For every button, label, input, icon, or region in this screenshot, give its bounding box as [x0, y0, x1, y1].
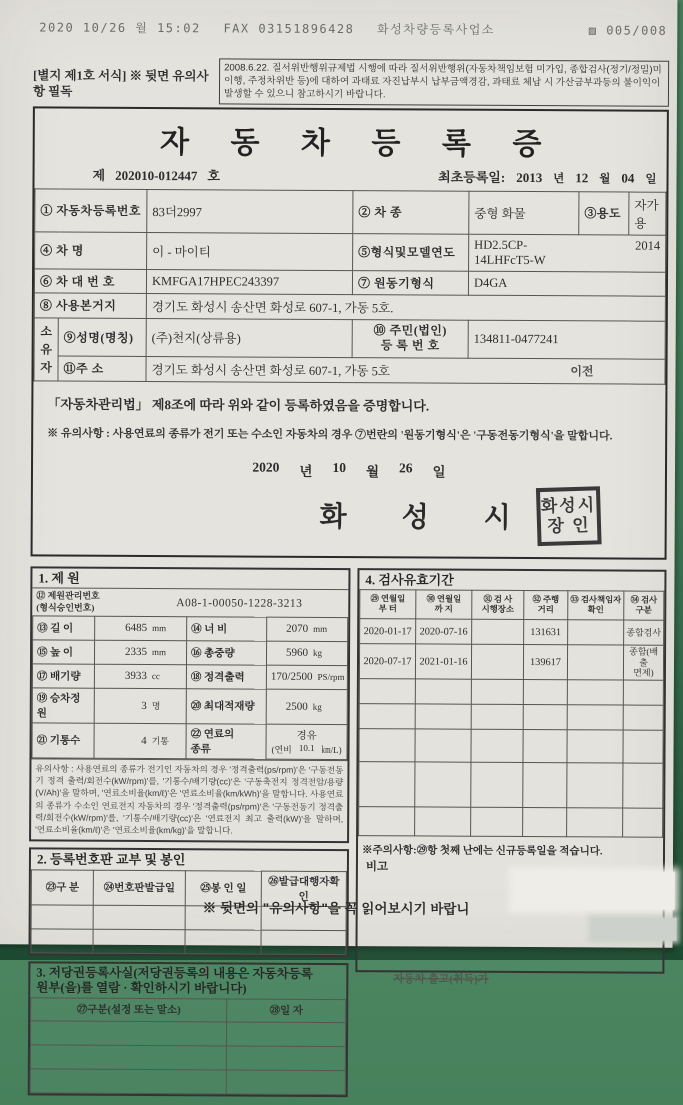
table-row — [32, 723, 347, 760]
field-value-owner-addr: 경기도 화성시 송산면 화성로 607-1, 가동 5호 — [146, 356, 665, 384]
empty-row — [30, 1021, 345, 1047]
issuer-name: 화 성 시 — [319, 501, 535, 534]
issue-day-unit: 일 — [432, 464, 446, 480]
table-row — [32, 640, 347, 666]
spec-value — [94, 664, 186, 688]
inspection-from: 2020-07-17 — [359, 644, 415, 678]
document-number-line — [34, 162, 666, 191]
empty-row — [359, 703, 663, 730]
fuel-economy-unit: ㎞/L) — [321, 744, 342, 756]
spec-number: 170/2500 — [270, 671, 313, 684]
seal-line1: 화성시 — [540, 494, 597, 516]
empty-cell — [31, 905, 93, 929]
field-label-usage: ③용도 — [579, 191, 629, 234]
fax-datetime: 2020 10/26 월 15:02 — [39, 20, 201, 36]
inspection-mileage: 139617 — [523, 645, 567, 679]
table-row — [33, 616, 348, 642]
fax-number: FAX 03151896428 — [223, 21, 355, 37]
empty-cell — [523, 807, 567, 836]
mortgage-title: 3. 저당권등록사실(저당권등록의 내용은 자동차등록 원부(을)를 열람 · 확인하시기 바랍니다) — [36, 965, 313, 996]
penalty-notice-box: 2008.6.22. 질서위반행위규제법 시행에 따라 질서위반행위(자동차책임보험 미가입, 종합검사(정기/정밀)미이행, 주정차위반 등)에 대하여 과태료 자진납부시 납부금액경감, 과태료 체납 시 가산금부과등의 불이익이 발생할 수 있으니 참고하시기 바랍니다. — [219, 58, 669, 106]
table-row — [34, 269, 665, 296]
table-row — [34, 293, 665, 321]
spec-unit: mm — [152, 623, 167, 634]
inspection-place — [472, 620, 524, 645]
field-label-model: ⑤형식및모델연도 — [353, 233, 469, 271]
spec-label: ⑳ 최대적재량 — [186, 689, 266, 724]
spec-label: ⑭ 너 비 — [187, 617, 267, 641]
inspection-from: 2020-01-17 — [360, 619, 416, 644]
empty-cell — [623, 763, 663, 808]
empty-cell — [359, 703, 415, 728]
spec-number: 2500 — [285, 700, 308, 713]
doc-no-suffix: 호 — [207, 168, 221, 184]
spec-number: 2070 — [286, 623, 309, 636]
field-value-vin: KMFGA17HPEC243397 — [146, 269, 352, 294]
empty-row — [30, 1069, 345, 1095]
issue-year: 2020 — [252, 459, 280, 475]
spec-value — [266, 665, 347, 689]
table-row — [35, 232, 666, 272]
empty-row — [359, 678, 663, 705]
lower-section — [28, 566, 667, 1104]
spec-box — [29, 566, 350, 843]
inspection-header: ㉚ 연월일 까 지 — [416, 590, 472, 619]
issue-month: 10 — [332, 459, 347, 475]
spec-mgmt-row — [32, 588, 348, 617]
inspection-sign — [567, 645, 623, 679]
plate-header: ㉕봉 인 일 — [185, 871, 261, 906]
spec-value — [94, 640, 186, 664]
empty-cell — [30, 1069, 226, 1094]
empty-cell — [30, 1021, 226, 1046]
fuel-type: 경유 — [296, 730, 317, 742]
field-label-reg-no: ① 자동차등록번호 — [35, 189, 147, 233]
fax-header — [33, 14, 669, 38]
empty-cell — [31, 929, 93, 953]
empty-row — [359, 761, 663, 808]
mortgage-header: ㉘일 자 — [227, 999, 346, 1023]
fax-header-right — [589, 23, 668, 37]
field-label-car-name: ④ 차 명 — [35, 232, 147, 270]
empty-cell — [567, 807, 623, 836]
spec-mgmt-label-line1: ⑫ 제원관리번호 — [36, 590, 100, 602]
struck-text: 자동차 출고(취득)가 — [393, 972, 489, 986]
empty-cell — [93, 905, 185, 929]
table-row — [32, 688, 347, 725]
model-value-wrap — [474, 237, 660, 268]
inspection-header: ㉛ 검 사 시행장소 — [472, 591, 524, 620]
inspection-header: ㉞ 검사 구분 — [624, 591, 664, 620]
spec-number: 4 — [141, 735, 147, 748]
field-label-owner-id: ⑩ 주민(법인) 등 록 번 호 — [352, 319, 468, 358]
inspection-table — [358, 590, 664, 838]
certificate-box — [31, 106, 669, 560]
model-year: 2014 — [635, 238, 661, 253]
spec-mgmt-label-line2: (형식승인번호) — [36, 602, 95, 613]
empty-cell — [359, 806, 415, 835]
spec-value — [267, 617, 348, 641]
spec-unit: 명 — [151, 701, 161, 712]
spec-value — [95, 616, 187, 640]
empty-cell — [359, 678, 415, 703]
inspection-to: 2021-01-16 — [415, 644, 471, 678]
plate-title: 2. 등록번호판 교부 및 봉인 — [36, 851, 186, 868]
fuel-type-notice: ※ 유의사항 : 사용연료의 종류가 전기 또는 수소인 자동차의 경우 ⑦번란의 '원동기형식'은 '구동전동기형식'을 말합니다. — [47, 427, 613, 443]
empty-cell — [523, 679, 567, 704]
fuel-economy — [271, 743, 343, 756]
spec-unit: kg — [313, 648, 323, 659]
redaction-box — [591, 917, 677, 940]
field-value-model — [469, 234, 666, 272]
inspection-row — [359, 644, 663, 680]
field-value-owner-id: 134811-0477241 — [468, 320, 665, 359]
seal-line2: 장 인 — [547, 515, 591, 536]
field-value-car-name: 이 - 마이티 — [147, 232, 353, 270]
mortgage-header: ㉗구분(설정 또는 말소) — [31, 998, 227, 1022]
left-column — [28, 566, 351, 1103]
plate-header: ㉖발급대행자확인 — [261, 871, 346, 906]
empty-cell — [415, 761, 471, 806]
field-value-engine: D4GA — [468, 271, 665, 296]
plate-header: ㉔번호판발급일 — [93, 870, 185, 905]
mortgage-table — [30, 997, 346, 1095]
inspection-note: ※주의사항:㉙항 첫째 난에는 신규등록일을 적습니다. — [361, 844, 603, 857]
field-label-base-location: ⑧ 사용본거지 — [34, 293, 146, 319]
spec-unit: PS/rpm — [317, 672, 345, 683]
spec-number: 3 — [141, 700, 147, 713]
spec-unit: cc — [151, 671, 160, 682]
table-row — [32, 664, 347, 690]
doc-no: 202010-012447 — [115, 167, 198, 183]
empty-cell — [567, 679, 623, 704]
empty-row — [359, 728, 663, 763]
spec-label-fuel: ㉒ 연료의 종류 — [186, 724, 266, 759]
spec-number: 6485 — [125, 622, 148, 635]
footer-note: ※ 뒷면의 "유의사항"을 꼭 읽어보시기 바랍니 — [202, 900, 470, 917]
inspection-mileage: 131631 — [524, 620, 568, 645]
empty-cell — [523, 704, 567, 729]
first-reg-year: 2013 — [516, 169, 543, 185]
spec-unit: mm — [152, 647, 167, 658]
issue-month-unit: 월 — [365, 464, 380, 480]
spec-number: 3933 — [124, 670, 147, 683]
spec-value — [94, 723, 186, 758]
spec-label: ⑱ 정격출력 — [186, 665, 266, 689]
inspection-to: 2020-07-16 — [416, 619, 472, 644]
table-row — [35, 189, 666, 235]
empty-cell — [471, 679, 523, 704]
fax-page-icon: ▨ — [588, 23, 598, 38]
inspection-header: ㉜ 주행 거리 — [524, 591, 568, 620]
empty-cell — [415, 728, 471, 761]
spec-label: ㉑ 기통수 — [32, 723, 94, 758]
first-reg-day: 04 — [621, 170, 635, 186]
issue-date — [33, 440, 665, 483]
spec-mgmt-label — [32, 589, 130, 616]
table-row — [34, 318, 665, 359]
table-row — [360, 590, 664, 621]
spec-table — [31, 615, 348, 760]
fax-sender: 화성차량등록사업소 — [377, 22, 495, 37]
table-row — [31, 998, 346, 1023]
first-reg-year-unit: 년 — [553, 172, 565, 185]
empty-cell — [523, 729, 567, 762]
first-reg-month: 12 — [575, 169, 589, 186]
spec-fine-print: 유의사항 : 사용연료의 종류가 전기인 자동차의 경우 '정격출력(ps/rpm)'은 '구동전동기 정격 출력/회전수(kW/rpm)'를, '기통수/배기량(cc)'은 '구동축전지 정격전압/용량(V/Ah)'을 말하며, '연료소비율(km/ℓ)'은 '연료소비율(km/kWh)'을 말합니다. 사용연료의 종류가 수소인 연료전지 자동차의 경우 '정격출력(ps/rpm)'은 '구동전동기 정격출력/회전수(kW/rpm)'를, '기통수/배기량(cc)'은 '연료전지 최고 출력(kW)'을 말하며, '연료소비율(km/ℓ)'은 '연료소비율(km/kg)'을 말합니다. — [31, 758, 347, 841]
empty-cell — [415, 806, 471, 835]
spec-mgmt-value: A08-1-00050-1228-3213 — [176, 596, 303, 610]
doc-no-prefix: 제 — [92, 167, 106, 183]
form-id-note: [별지 제1호 서식] ※ 뒷면 유의사항 필독 — [32, 68, 209, 99]
form-note-row — [33, 57, 669, 106]
spec-value — [266, 641, 347, 665]
spec-label: ⑬ 길 이 — [33, 616, 95, 640]
empty-cell — [415, 703, 471, 728]
empty-row — [359, 806, 663, 837]
inspection-header: ㉝ 검사책임자 확인 — [568, 591, 624, 620]
field-label-owner-addr: ⑪주 소 — [58, 356, 146, 381]
empty-cell — [226, 1022, 345, 1047]
inspection-remark: 비고 — [365, 860, 389, 873]
field-value-car-type: 중형 화물 — [469, 191, 579, 235]
spec-title: 1. 제 원 — [38, 570, 80, 586]
empty-cell — [261, 930, 346, 954]
empty-cell — [567, 729, 623, 762]
spec-unit: 기통 — [151, 736, 169, 747]
spec-number: 2335 — [125, 646, 148, 659]
inspection-header: ㉙ 연월일 부 터 — [360, 590, 416, 619]
empty-cell — [623, 730, 663, 763]
model-code: HD2.5CP-14LHFcT5-W — [474, 237, 546, 267]
field-label-car-type: ② 차 종 — [353, 190, 469, 234]
issue-day: 26 — [398, 460, 413, 476]
fuel-economy-label: (연비 — [271, 744, 292, 755]
field-label-owner-name: ⑨성명(명칭) — [58, 318, 146, 357]
transfer-mark: 이전 — [570, 364, 594, 379]
redaction-box — [513, 871, 675, 910]
field-value-reg-no: 83더2997 — [147, 189, 353, 233]
empty-cell — [93, 929, 185, 953]
field-value-usage: 자가용 — [629, 192, 666, 235]
empty-cell — [523, 762, 567, 807]
empty-cell — [415, 678, 471, 703]
empty-cell — [185, 930, 261, 954]
plate-header: ㉓구 분 — [31, 870, 93, 905]
spec-number: 5960 — [286, 647, 309, 660]
spec-label: ⑮ 높 이 — [32, 640, 94, 664]
spec-unit: mm — [313, 624, 328, 635]
certification-statement: 「자동차관리법」 제8조에 따라 위와 같이 등록하였음을 증명합니다. — [47, 396, 430, 414]
field-label-vin: ⑥ 차 대 번 호 — [34, 269, 146, 294]
empty-cell — [226, 1070, 345, 1095]
spec-unit: kg — [312, 701, 322, 712]
empty-cell — [471, 807, 523, 836]
mortgage-box — [28, 961, 349, 1097]
first-reg-label: 최초등록일: — [438, 169, 506, 185]
first-registration-date — [438, 166, 657, 186]
inspection-title: 4. 검사유효기간 — [365, 572, 454, 588]
empty-row — [30, 1045, 345, 1071]
certificate-title: 자 동 차 등 록 증 — [159, 125, 559, 161]
spec-label: ⑯ 총중량 — [186, 641, 266, 665]
spec-label: ⑰ 배기량 — [32, 664, 94, 688]
official-seal — [536, 486, 602, 546]
first-reg-month-unit: 월 — [599, 173, 611, 186]
empty-cell — [359, 728, 415, 761]
empty-cell — [623, 808, 663, 837]
inspection-row — [360, 619, 664, 646]
inspection-kind: 종합(배출 면제) — [623, 645, 663, 679]
empty-cell — [359, 761, 415, 806]
field-label-engine: ⑦ 원동기형식 — [352, 270, 468, 295]
spec-value — [94, 688, 186, 723]
owner-group-label: 소유자 — [34, 318, 58, 381]
inspection-place — [471, 645, 523, 679]
fuel-economy-value: 10.1 — [298, 742, 315, 753]
empty-cell — [623, 705, 663, 730]
spec-value-fuel — [266, 724, 347, 759]
empty-cell — [471, 729, 523, 762]
empty-cell — [623, 680, 663, 705]
issuer-line — [33, 480, 665, 557]
spec-label: ⑲ 승차정원 — [32, 688, 94, 723]
empty-cell — [30, 1045, 226, 1070]
empty-cell — [471, 762, 523, 807]
empty-cell — [567, 704, 623, 729]
first-reg-day-unit: 일 — [645, 173, 657, 186]
spec-value — [266, 689, 347, 724]
empty-cell — [226, 1046, 345, 1071]
inspection-sign — [568, 620, 624, 645]
inspection-kind: 종합검사 — [624, 620, 664, 645]
field-value-base-location: 경기도 화성시 송산면 화성로 607-1, 가동 5호. — [146, 293, 665, 321]
fax-header-left — [39, 18, 509, 37]
field-value-owner-name: (주)천지(상류용) — [146, 318, 352, 357]
empty-row — [31, 929, 346, 955]
registration-table — [33, 188, 666, 384]
empty-cell — [567, 762, 623, 807]
issue-year-unit: 년 — [299, 463, 313, 479]
fax-page-number: 005/008 — [606, 23, 668, 38]
empty-cell — [471, 704, 523, 729]
